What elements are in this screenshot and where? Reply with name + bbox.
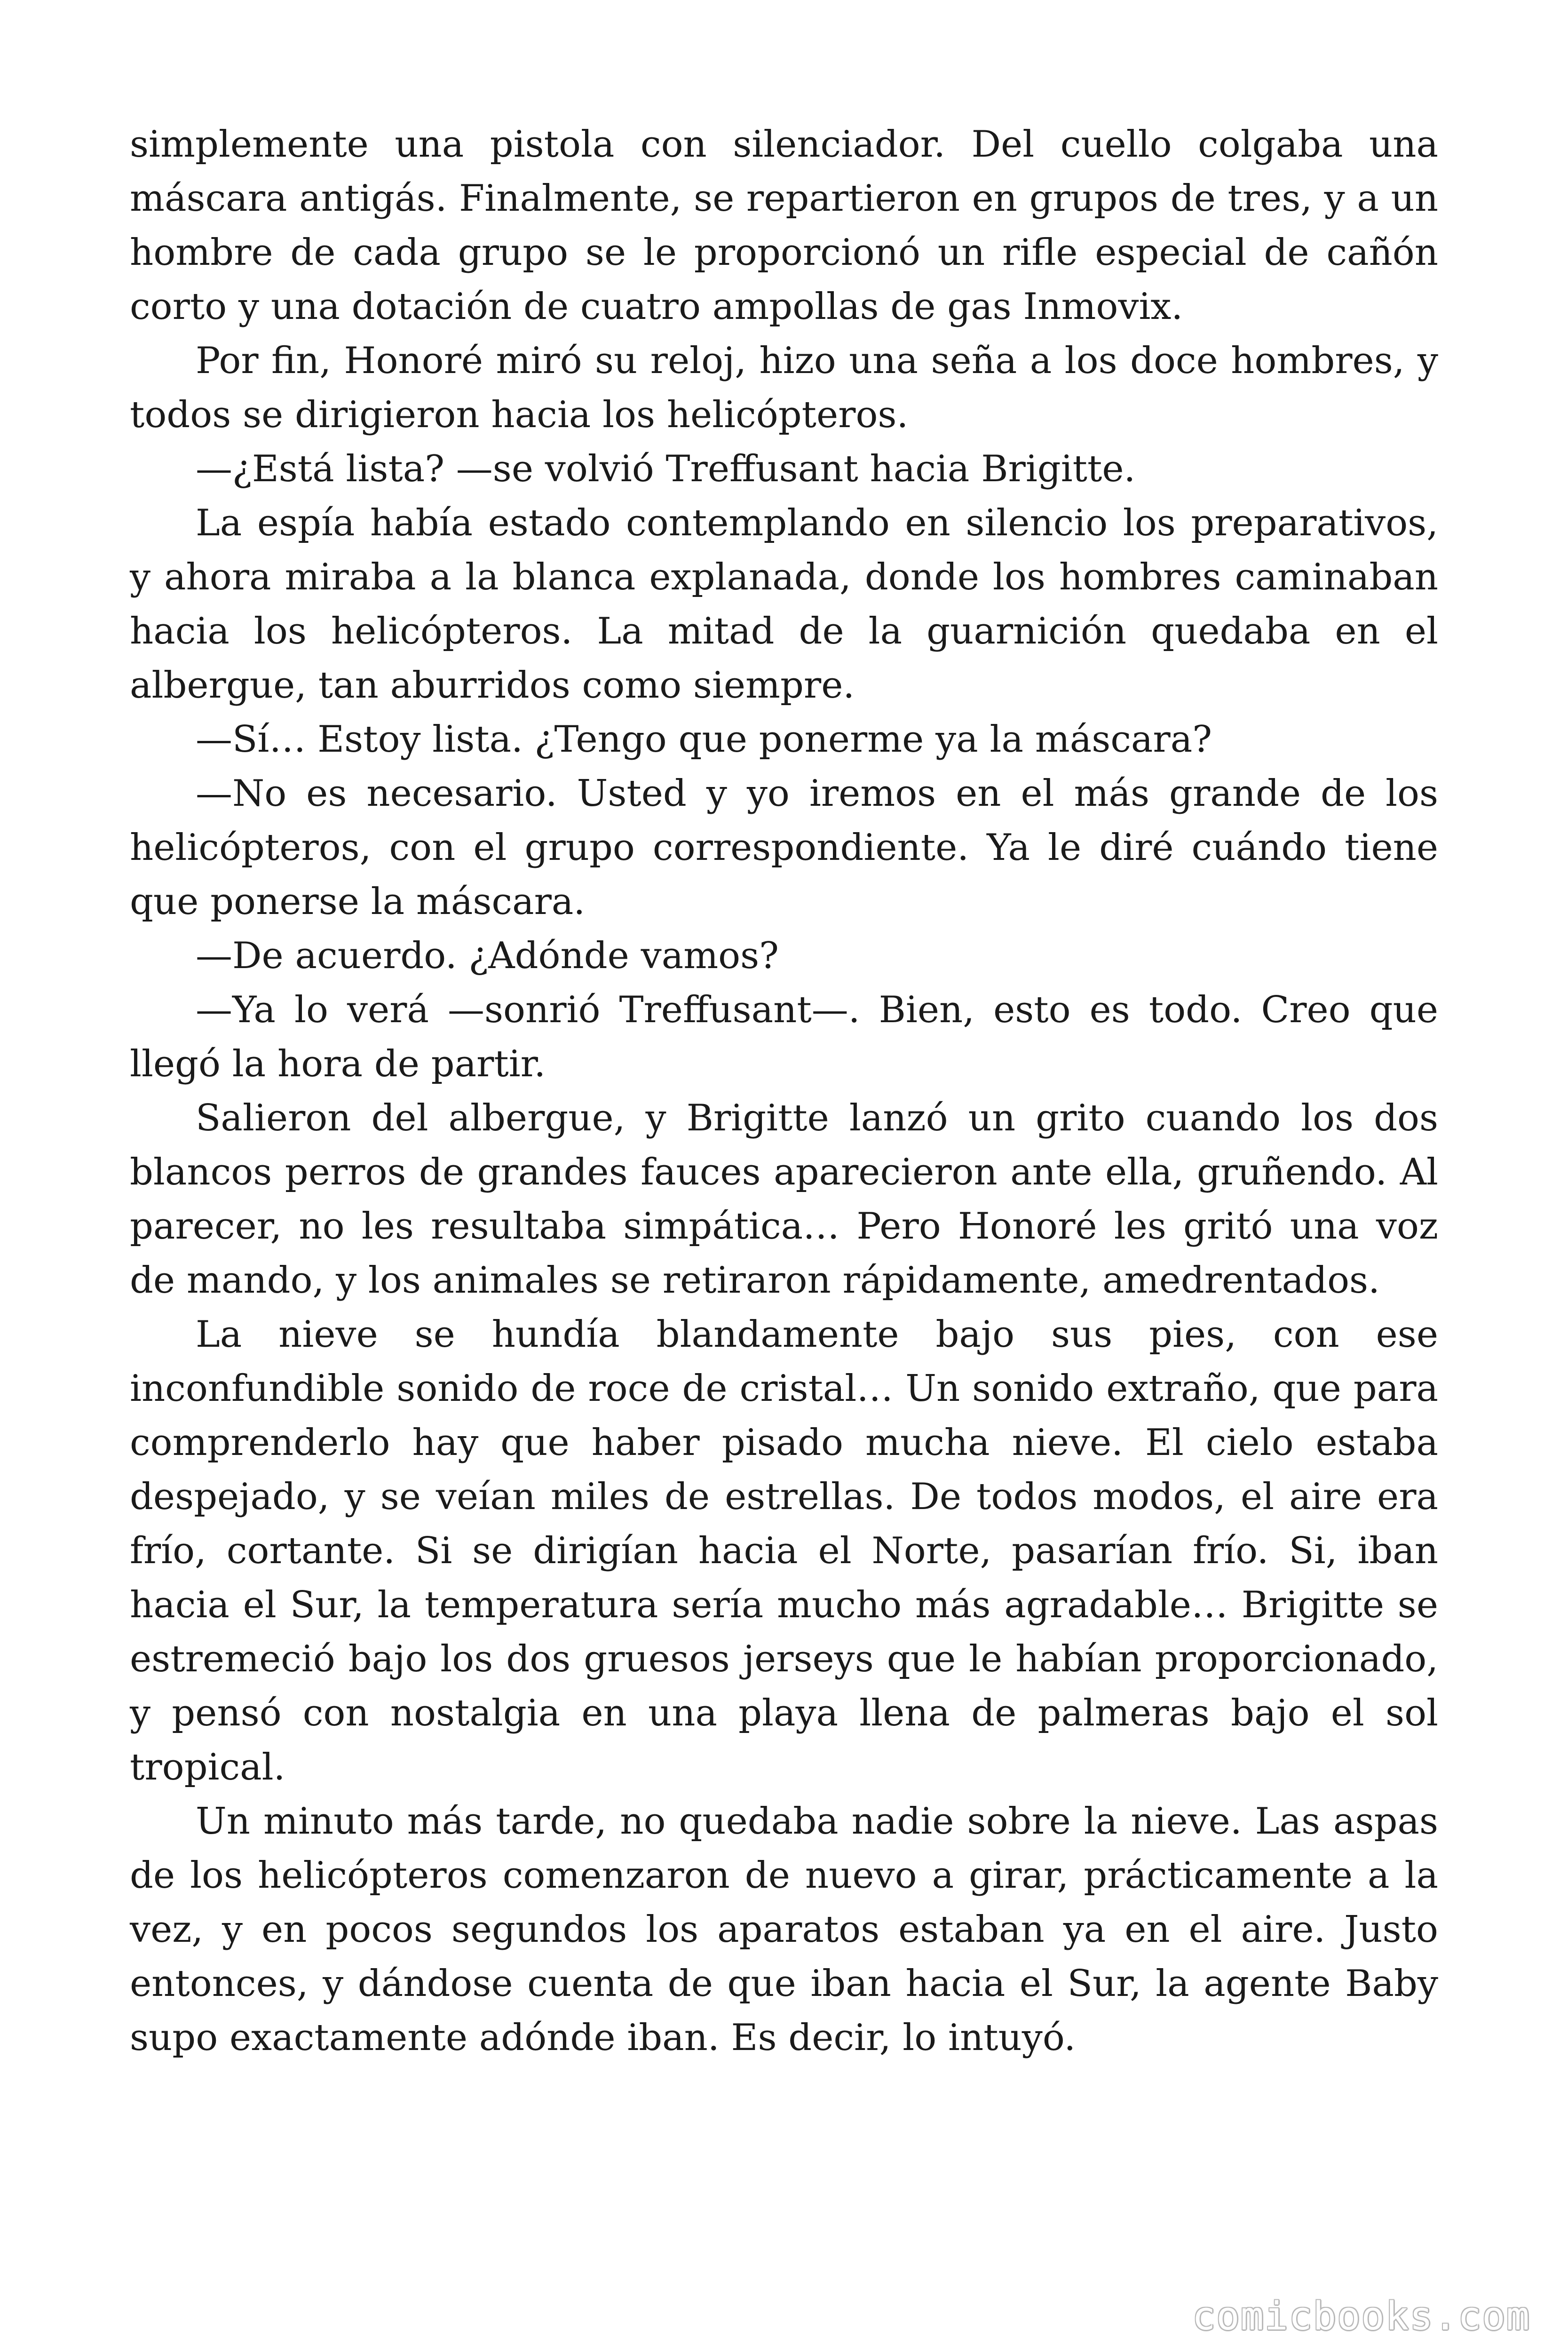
- dialogue-line: —Sí… Estoy lista. ¿Tengo que ponerme ya la máscara?: [196, 718, 1212, 761]
- dialogue-line: —De acuerdo. ¿Adónde vamos?: [196, 935, 779, 977]
- paragraph: Un minuto más tarde, no quedaba nadie sobre la nieve. Las aspas de los helicópteros comenzaron de nuevo a girar, prácticamente a la vez, y en pocos segundos los aparatos estaban ya en el aire. Justo entonces, y dándose cuenta de que iban hacia el Sur, la agente Baby supo exactamente adónde iban. Es decir, lo intuyó.: [130, 1800, 1438, 2059]
- paragraph: La espía había estado contemplando en silencio los preparativos, y ahora miraba a la blanca explanada, donde los hombres caminaban hacia los helicópteros. La mitad de la guarnición quedaba en el albergue, tan aburridos como siempre.: [130, 502, 1438, 707]
- paragraph: La nieve se hundía blandamente bajo sus pies, con ese inconfundible sonido de roce de cristal… Un sonido extraño, que para comprenderlo hay que haber pisado mucha nieve. El cielo estaba despejado, y se veían miles de estrellas. De todos modos, el aire era frío, cortante. Si se dirigían hacia el Norte, pasarían frío. Si, iban hacia el Sur, la temperatura sería mucho más agradable… Brigitte se estremeció bajo los dos gruesos jerseys que le habían proporcionado, y pensó con nostalgia en una playa llena de palmeras bajo el sol tropical.: [130, 1313, 1438, 1788]
- dialogue-line: —No es necesario. Usted y yo iremos en el más grande de los helicópteros, con el grupo correspondiente. Ya le diré cuándo tiene que ponerse la máscara.: [130, 772, 1438, 923]
- paragraph: simplemente una pistola con silenciador. Del cuello colgaba una máscara antigás. Finalmente, se repartieron en grupos de tres, y a un hombre de cada grupo se le proporcionó un rifle especial de cañón corto y una dotación de cuatro ampollas de gas Inmovix.: [130, 123, 1438, 328]
- dialogue-line: —Ya lo verá —sonrió Treffusant—. Bien, esto es todo. Creo que llegó la hora de partir.: [130, 989, 1438, 1085]
- dialogue-line: —¿Está lista? —se volvió Treffusant hacia Brigitte.: [196, 448, 1136, 490]
- paragraph: Salieron del albergue, y Brigitte lanzó un grito cuando los dos blancos perros de grandes fauces aparecieron ante ella, gruñendo. Al parecer, no les resultaba simpática… Pero Honoré les gritó una voz de mando, y los animales se retiraron rápidamente, amedrentados.: [130, 1097, 1438, 1302]
- paragraph: Por fin, Honoré miró su reloj, hizo una seña a los doce hombres, y todos se dirigieron hacia los helicópteros.: [130, 340, 1438, 436]
- book-page-text: [130, 118, 1438, 2065]
- site-watermark: comicbooks.com: [1192, 2294, 1530, 2339]
